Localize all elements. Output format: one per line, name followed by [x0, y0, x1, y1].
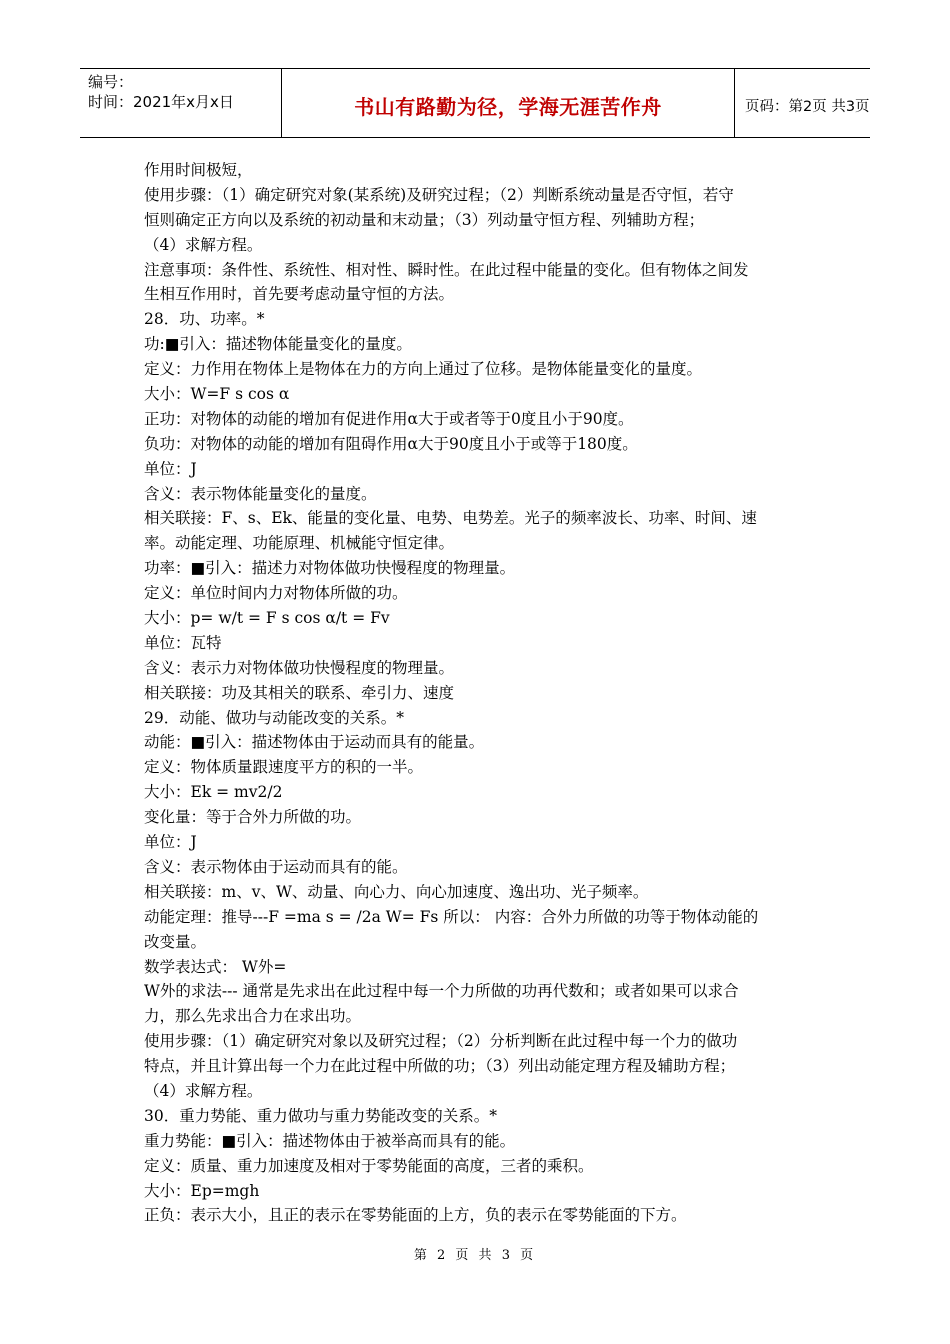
page-header	[80, 68, 870, 138]
body-text-line: 大小：Ek = mv2/2	[144, 783, 283, 802]
body-text-line: 含义：表示物体由于运动而具有的能。	[144, 857, 408, 876]
body-text-line: 含义：表示力对物体做功快慢程度的物理量。	[144, 658, 455, 677]
body-text-line: 定义：单位时间内力对物体所做的功。	[144, 584, 408, 603]
body-text-line: 大小：p= w/t = F s cos α/t = Fv	[144, 609, 390, 628]
body-text-line: 功率：■引入：描述力对物体做功快慢程度的物理量。	[144, 559, 516, 578]
body-text-line: （4）求解方程。	[144, 1081, 263, 1100]
body-text-line: W外的求法--- 通常是先求出在此过程中每一个力所做的功再代数和；或者如果可以求合	[144, 982, 739, 1001]
body-text-line: 功:■引入：描述物体能量变化的量度。	[144, 335, 412, 354]
body-text-line: 负功：对物体的动能的增加有阻碍作用α大于90度且小于或等于180度。	[144, 434, 638, 453]
header-page-cell	[735, 69, 870, 137]
document-date-label: 时间：2021年x月x日	[88, 93, 234, 111]
body-text-line: 相关联接：m、v、W、动量、向心力、向心加速度、逸出功、光子频率。	[144, 882, 649, 901]
body-text-line: 大小：W=F s cos α	[144, 385, 290, 404]
body-text-line: 30．重力势能、重力做功与重力势能改变的关系。*	[144, 1106, 497, 1125]
body-text-line: 相关联接：F、s、Ek、能量的变化量、电势、电势差。光子的频率波长、功率、时间、速	[144, 509, 757, 528]
header-page-info: 页码：第2页 共3页	[745, 99, 870, 115]
body-text-line: 特点，并且计算出每一个力在此过程中所做的功；（3）列出动能定理方程及辅助方程；	[144, 1057, 736, 1076]
body-text-line: 大小：Ep=mgh	[144, 1181, 260, 1200]
body-text-line: 定义：力作用在物体上是物体在力的方向上通过了位移。是物体能量变化的量度。	[144, 360, 703, 379]
body-text-line: 使用步骤：（1）确定研究对象(某系统)及研究过程；（2）判断系统动量是否守恒，若守	[144, 185, 734, 204]
body-text-line: 力，那么先求出合力在求出功。	[144, 1007, 362, 1026]
body-text-line: 数学表达式： W外=	[144, 957, 287, 976]
body-text-line: 变化量：等于合外力所做的功。	[144, 808, 362, 827]
body-text-line: 28．功、功率。*	[144, 310, 265, 329]
body-text-line: 单位：J	[144, 833, 197, 852]
header-motto: 书山有路勤为径，学海无涯苦作舟	[354, 95, 662, 119]
body-text-line: 使用步骤：（1）确定研究对象以及研究过程；（2）分析判断在此过程中每一个力的做功	[144, 1032, 738, 1051]
body-text-line: 改变量。	[144, 932, 207, 951]
body-text-line: 定义：质量、重力加速度及相对于零势能面的高度，三者的乘积。	[144, 1156, 594, 1175]
body-text-line: 29．动能、做功与动能改变的关系。*	[144, 708, 404, 727]
body-text-line: 正功：对物体的动能的增加有促进作用α大于或者等于0度且小于90度。	[144, 409, 634, 428]
body-text-line: 率。动能定理、功能原理、机械能守恒定律。	[144, 534, 455, 553]
body-text-line: 恒则确定正方向以及系统的初动量和末动量；（3）列动量守恒方程、列辅助方程；	[144, 210, 705, 229]
body-text-line: 单位：J	[144, 459, 197, 478]
body-text-line: 动能定理：推导---F =ma s = /2a W= Fs 所以： 内容：合外力所做的功等于物体动能的	[144, 907, 759, 926]
page-footer: 第 2 页 共 3 页	[413, 1248, 537, 1263]
header-motto-cell	[282, 69, 735, 137]
body-text-line: 动能：■引入：描述物体由于运动而具有的能量。	[144, 733, 485, 752]
document-number-label: 编号：	[88, 73, 134, 91]
body-text-line: 生相互作用时，首先要考虑动量守恒的方法。	[144, 285, 455, 304]
body-text-line: 注意事项：条件性、系统性、相对性、瞬时性。在此过程中能量的变化。但有物体之间发	[144, 260, 749, 279]
body-text-line: 相关联接：功及其相关的联系、牵引力、速度	[144, 683, 455, 702]
body-text-line: （4）求解方程。	[144, 235, 263, 254]
header-info-cell	[80, 69, 282, 137]
body-text-line: 定义：物体质量跟速度平方的积的一半。	[144, 758, 424, 777]
body-text-line: 含义：表示物体能量变化的量度。	[144, 484, 377, 503]
body-text-line: 单位：瓦特	[144, 633, 222, 652]
body-text-line: 重力势能：■引入：描述物体由于被举高而具有的能。	[144, 1131, 516, 1150]
body-text-line: 作用时间极短，	[144, 161, 253, 179]
document-body	[144, 158, 814, 1228]
body-text-line: 正负：表示大小，且正的表示在零势能面的上方，负的表示在零势能面的下方。	[144, 1206, 687, 1225]
